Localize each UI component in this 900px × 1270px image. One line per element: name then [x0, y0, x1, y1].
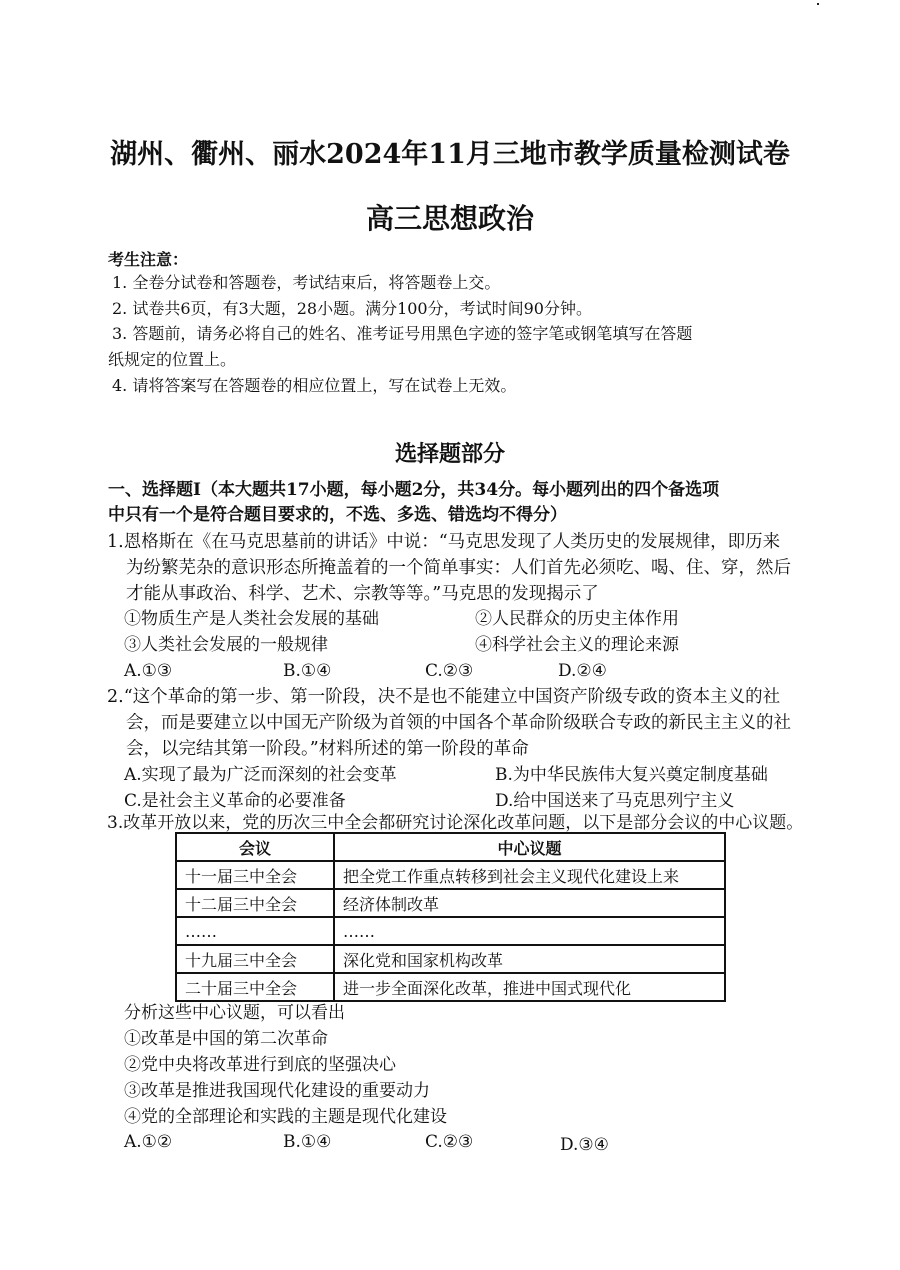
table-cell-meeting: ……: [176, 917, 334, 945]
section-title: 选择题部分: [394, 441, 505, 467]
exam-title: 湖州、衢州、丽水2024年11月三地市教学质量检测试卷: [110, 139, 790, 170]
q1-statement-3: ③人类社会发展的一般规律: [124, 635, 328, 655]
section-instruction-2: 中只有一个是符合题目要求的，不选、多选、错选均不得分）: [108, 505, 567, 525]
exam-subject: 高三思想政治: [365, 202, 534, 235]
notice-item-2: 2. 试卷共6页，有3大题，28小题。满分100分，考试时间90分钟。: [112, 299, 592, 318]
notice-item-1: 1. 全卷分试卷和答题卷，考试结束后，将答题卷上交。: [112, 273, 501, 292]
q3-lead: 分析这些中心议题，可以看出: [124, 1003, 345, 1023]
notice-heading: 考生注意：: [108, 250, 189, 269]
q1-statement-2: ②人民群众的历史主体作用: [475, 609, 679, 629]
q3-option-d: D.③④: [560, 1135, 609, 1155]
table-cell-topic: 经济体制改革: [334, 889, 725, 917]
q1-stem-2: 为纷繁芜杂的意识形态所掩盖着的一个简单事实：人们首先必须吃、喝、住、穿，然后: [126, 558, 791, 578]
table-row: [176, 973, 725, 1001]
table-header-row: [176, 833, 725, 861]
q1-option-b: B.①④: [283, 661, 332, 681]
table-cell-topic: 把全党工作重点转移到社会主义现代化建设上来: [334, 861, 725, 889]
table-cell-meeting: 二十届三中全会: [176, 973, 334, 1001]
q3-option-a: A.①②: [124, 1132, 173, 1152]
q2-stem-1: 2.“这个革命的第一步、第一阶段，决不是也不能建立中国资产阶级专政的资本主义的社: [107, 687, 781, 707]
q3-statement-2: ②党中央将改革进行到底的坚强决心: [124, 1055, 396, 1075]
table-cell-meeting: 十九届三中全会: [176, 945, 334, 973]
notice-item-4: 4. 请将答案写在答题卷的相应位置上，写在试卷上无效。: [112, 376, 517, 395]
q1-option-c: C.②③: [425, 661, 474, 681]
notice-item-3-cont: 纸规定的位置上。: [108, 350, 237, 369]
table-cell-meeting: 十一届三中全会: [176, 861, 334, 889]
q2-option-c: C.是社会主义革命的必要准备: [124, 791, 346, 811]
q1-option-d: D.②④: [558, 661, 607, 681]
table-cell-topic: ……: [334, 917, 725, 945]
q3-stem: 3.改革开放以来，党的历次三中全会都研究讨论深化改革问题，以下是部分会议的中心议题。: [107, 813, 804, 833]
q3-option-c: C.②③: [425, 1132, 474, 1152]
section-instruction-1: 一、选择题Ⅰ（本大题共17小题，每小题2分，共34分。每小题列出的四个备选项: [108, 480, 720, 500]
table-row: [176, 945, 725, 973]
q3-meeting-table: [175, 832, 726, 1002]
q3-statement-3: ③改革是推进我国现代化建设的重要动力: [124, 1081, 430, 1101]
scan-speck: [817, 3, 819, 5]
q2-option-d: D.给中国送来了马克思列宁主义: [495, 791, 735, 811]
q2-stem-2: 会，而是要建立以中国无产阶级为首领的中国各个革命阶级联合专政的新民主主义的社: [126, 713, 791, 733]
table-header-meeting: 会议: [176, 833, 334, 861]
q1-stem-1: 1.恩格斯在《在马克思墓前的讲话》中说：“马克思发现了人类历史的发展规律，即历来: [107, 532, 781, 552]
table-header-topic: 中心议题: [334, 833, 725, 861]
q2-stem-3: 会，以完结其第一阶段。”材料所述的第一阶段的革命: [126, 739, 529, 759]
q2-option-b: B.为中华民族伟大复兴奠定制度基础: [495, 765, 768, 785]
q3-option-b: B.①④: [283, 1132, 332, 1152]
table-cell-topic: 深化党和国家机构改革: [334, 945, 725, 973]
q1-option-a: A.①③: [124, 661, 173, 681]
table-cell-topic: 进一步全面深化改革，推进中国式现代化: [334, 973, 725, 1001]
table-row: [176, 889, 725, 917]
q3-statement-4: ④党的全部理论和实践的主题是现代化建设: [124, 1107, 447, 1127]
q1-stem-3: 才能从事政治、科学、艺术、宗教等等。”马克思的发现揭示了: [126, 584, 599, 604]
q2-option-a: A.实现了最为广泛而深刻的社会变革: [124, 765, 397, 785]
notice-item-3: 3. 答题前，请务必将自己的姓名、准考证号用黑色字迹的签字笔或钢笔填写在答题: [112, 324, 693, 343]
table-row: [176, 917, 725, 945]
table-row: [176, 861, 725, 889]
q3-statement-1: ①改革是中国的第二次革命: [124, 1029, 328, 1049]
q1-statement-1: ①物质生产是人类社会发展的基础: [124, 609, 379, 629]
q1-statement-4: ④科学社会主义的理论来源: [475, 635, 679, 655]
table-cell-meeting: 十二届三中全会: [176, 889, 334, 917]
